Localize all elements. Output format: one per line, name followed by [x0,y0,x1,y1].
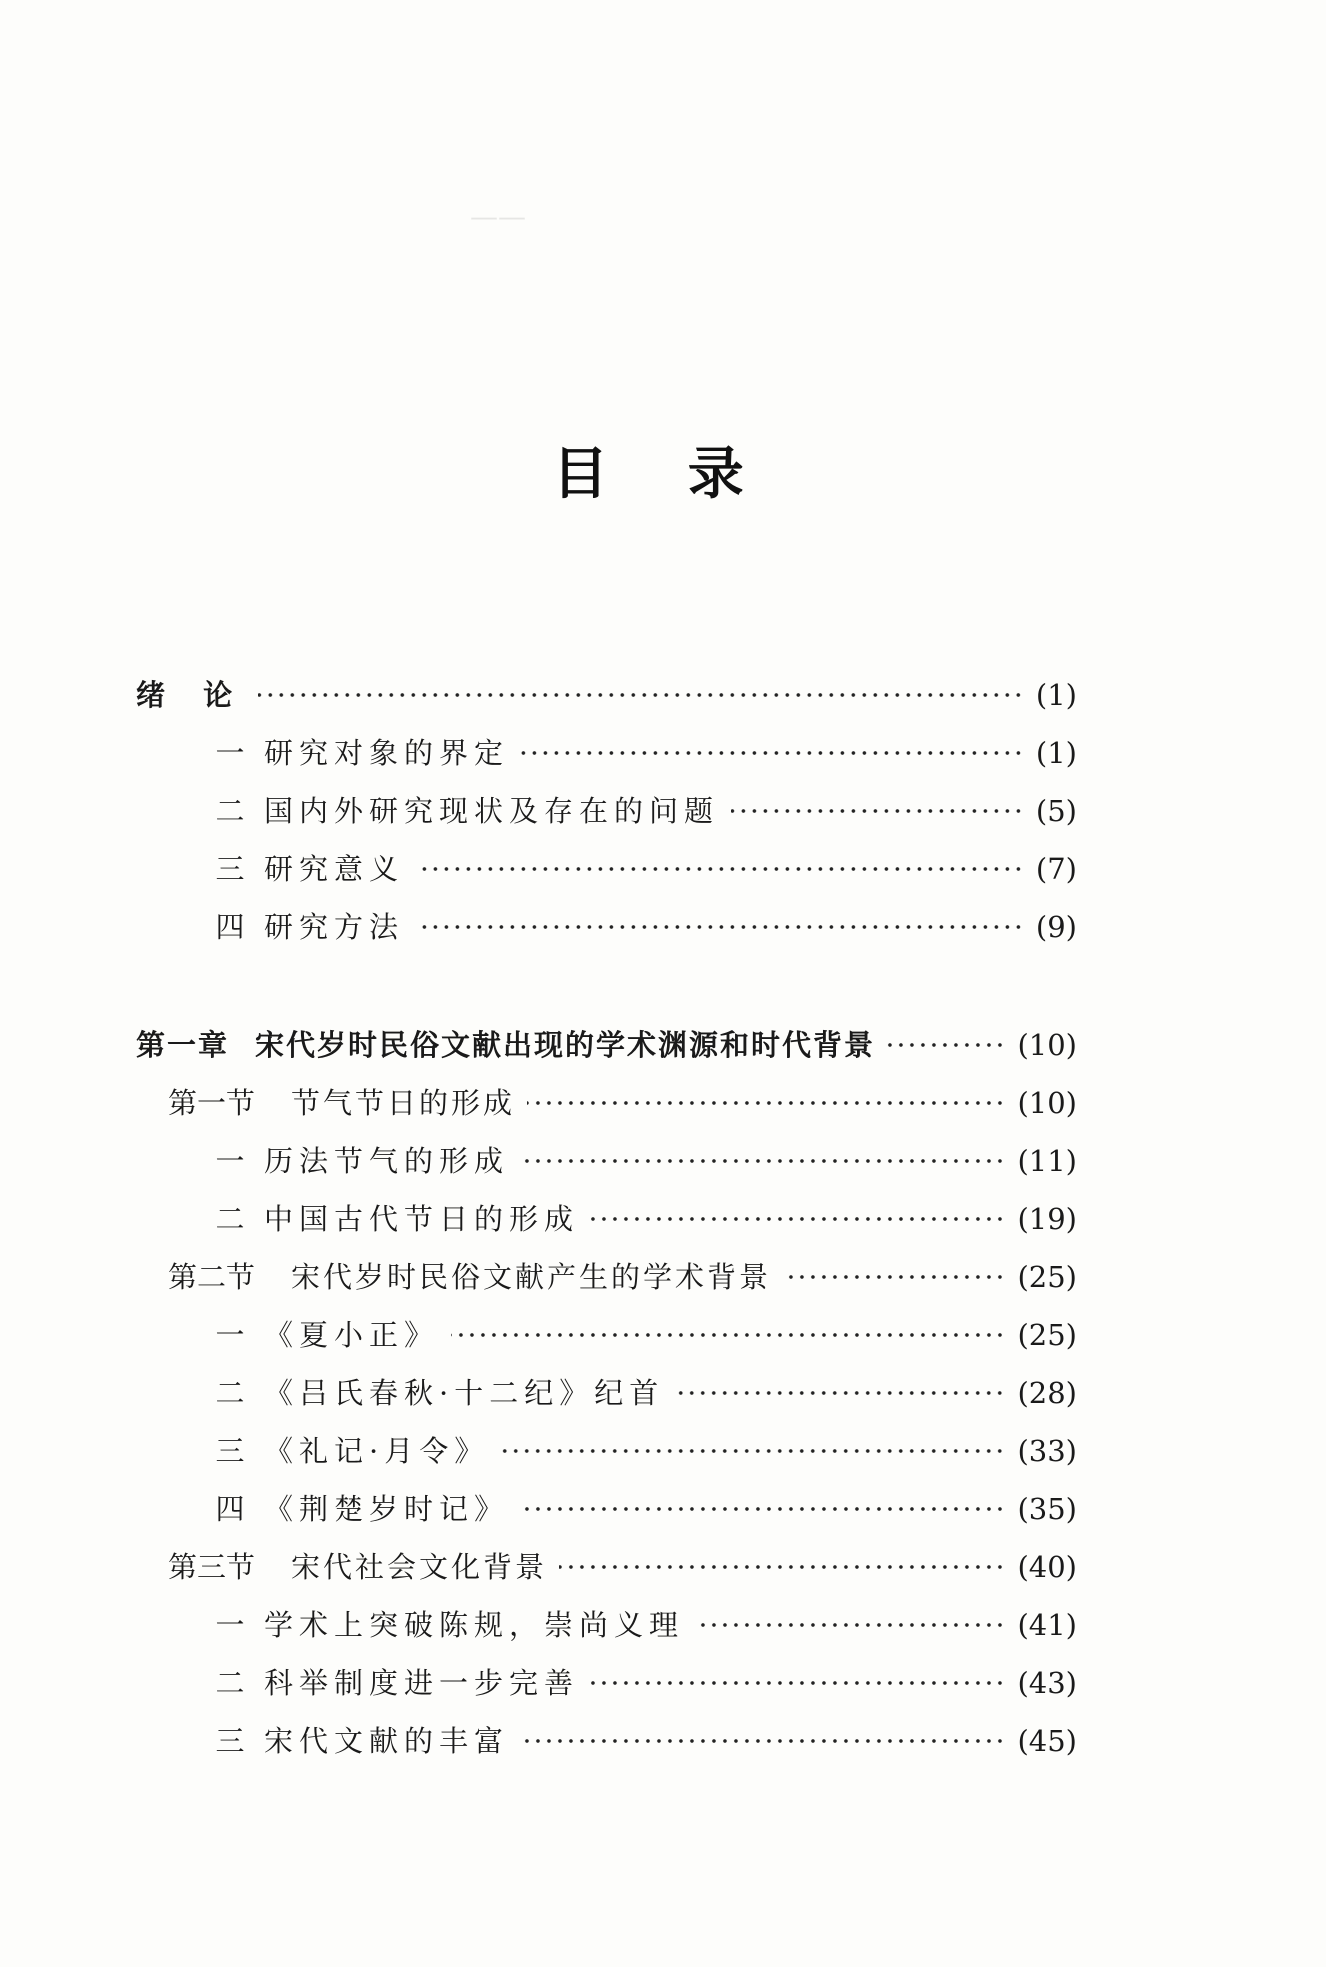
toc-entry-label: 宋代岁时民俗文献出现的学术渊源和时代背景 [255,1028,876,1062]
toc-page-number: (1) [1035,736,1077,770]
toc-entry[interactable] [200,1136,1077,1186]
toc-entry-number: 二 [215,794,245,828]
dot-leader [591,1216,1005,1222]
dot-leader [416,866,1024,872]
toc-entry-label: 中国古代节日的形成 [264,1202,580,1236]
dot-leader [731,808,1024,814]
toc-entry-number: 第一节 [168,1086,256,1120]
dot-leader [451,1332,1005,1338]
toc-entry[interactable] [200,728,1077,778]
toc-entry-label: 《吕氏春秋·十二纪》纪首 [264,1376,665,1410]
toc-entry-label: 研究对象的界定 [264,736,510,770]
toc-entry-chapter[interactable] [136,1020,1077,1070]
toc-page-number: (9) [1035,910,1077,944]
dot-leader [591,1680,1005,1686]
toc-page-number: (25) [1017,1260,1077,1294]
toc-page-number: (11) [1017,1144,1077,1178]
dot-leader [521,750,1024,756]
toc-entry-label: 宋代文献的丰富 [264,1724,510,1758]
dot-leader [887,1042,1005,1048]
toc-entry-number: 三 [215,1724,245,1758]
dot-leader [783,1274,1005,1280]
toc-entry-number: 三 [215,1434,245,1468]
toc-page: —— 目 录 绪 论 (1) 一 研究对象的界定 (1) 二 国内外研究现状及存在的问题 (5) 三 研究意义 (7) 四 研究方法 (9) 第一章 宋代岁时民俗文献出现的学术渊源和时代背景 (10) 第一节 节气节日的形成 (10) 一 历法节气的形成 (11) 二 中国古代节日的形成 (19) 第二节 宋代岁时民俗文献产生的学术背景 (25) 一 《夏小正》 (25) 二 《吕氏春秋·十二纪》纪首 (28) 三 《礼记·月令》 (33) 四 《荆楚岁时记》 (35) 第三节 宋代社会文化背景 (40) 一 学术上突破陈规，崇尚义理 (41) 二 科举制度进一步完善 (43) 三 宋代文献的丰富 (45) [0,0,1326,1967]
toc-entry-number: 第二节 [168,1260,256,1294]
toc-page-number: (10) [1017,1086,1077,1120]
toc-entry-label: 《礼记·月令》 [264,1434,490,1468]
toc-entry[interactable] [200,1484,1077,1534]
dot-leader [521,1158,1005,1164]
toc-entry-label: 宋代社会文化背景 [291,1550,548,1584]
toc-page-number: (28) [1017,1376,1077,1410]
toc-entry-label: 学术上突破陈规，崇尚义理 [264,1608,685,1642]
dot-leader [676,1390,1005,1396]
toc-entry-number: 一 [215,736,245,770]
toc-entry[interactable] [200,786,1077,836]
toc-entry[interactable] [200,1658,1077,1708]
toc-entry-number: 第三节 [168,1550,256,1584]
toc-entry-number: 四 [215,1492,245,1526]
dot-leader [696,1622,1005,1628]
toc-entry-number: 二 [215,1202,245,1236]
toc-page-number: (1) [1035,678,1077,712]
toc-entry-number: 一 [215,1318,245,1352]
toc-entry-number: 一 [215,1608,245,1642]
toc-page-number: (19) [1017,1202,1077,1236]
toc-entry-section[interactable] [168,1542,1077,1592]
toc-page-number: (41) [1017,1608,1077,1642]
toc-entry-number: 一 [215,1144,245,1178]
toc-entry-section[interactable] [168,1078,1077,1128]
toc-page-number: (7) [1035,852,1077,886]
toc-page-number: (5) [1035,794,1077,828]
toc-entry[interactable] [200,1426,1077,1476]
toc-entry-label: 研究意义 [264,852,405,886]
dot-leader [559,1564,1005,1570]
toc-entry-label: 宋代岁时民俗文献产生的学术背景 [291,1260,772,1294]
toc-entry-number: 四 [215,910,245,944]
dot-leader [521,1506,1005,1512]
toc-page-number: (33) [1017,1434,1077,1468]
toc-page-number: (35) [1017,1492,1077,1526]
toc-entry-number: 二 [215,1666,245,1700]
dot-leader [501,1448,1005,1454]
toc-entry-number: 三 [215,852,245,886]
dot-leader [258,692,1024,698]
toc-entry-intro[interactable] [136,670,1077,720]
toc-page-number: (10) [1017,1028,1077,1062]
toc-entry[interactable] [200,1194,1077,1244]
toc-entry-section[interactable] [168,1252,1077,1302]
toc-entry-number: 二 [215,1376,245,1410]
toc-entry[interactable] [200,902,1077,952]
toc-page-number: (40) [1017,1550,1077,1584]
toc-entry-label: 《夏小正》 [264,1318,440,1352]
toc-entry-label: 历法节气的形成 [264,1144,510,1178]
toc-entry-label: 国内外研究现状及存在的问题 [264,794,720,828]
toc-entry[interactable] [200,1368,1077,1418]
toc-entry[interactable] [200,1716,1077,1766]
toc-entry-label: 节气节日的形成 [291,1086,516,1120]
toc-entry-label: 绪 论 [136,678,247,712]
dot-leader [527,1100,1005,1106]
dot-leader [521,1738,1005,1744]
toc-page-number: (45) [1017,1724,1077,1758]
dot-leader [416,924,1024,930]
toc-entry[interactable] [200,1600,1077,1650]
toc-entry-label: 科举制度进一步完善 [264,1666,580,1700]
toc-page-number: (43) [1017,1666,1077,1700]
page-title: 目 录 [552,441,774,507]
toc-entry-label: 研究方法 [264,910,405,944]
toc-page-number: (25) [1017,1318,1077,1352]
toc-entry-label: 《荆楚岁时记》 [264,1492,510,1526]
toc-entry-number: 第一章 [136,1028,230,1062]
toc-entry[interactable] [200,1310,1077,1360]
toc-entry[interactable] [200,844,1077,894]
